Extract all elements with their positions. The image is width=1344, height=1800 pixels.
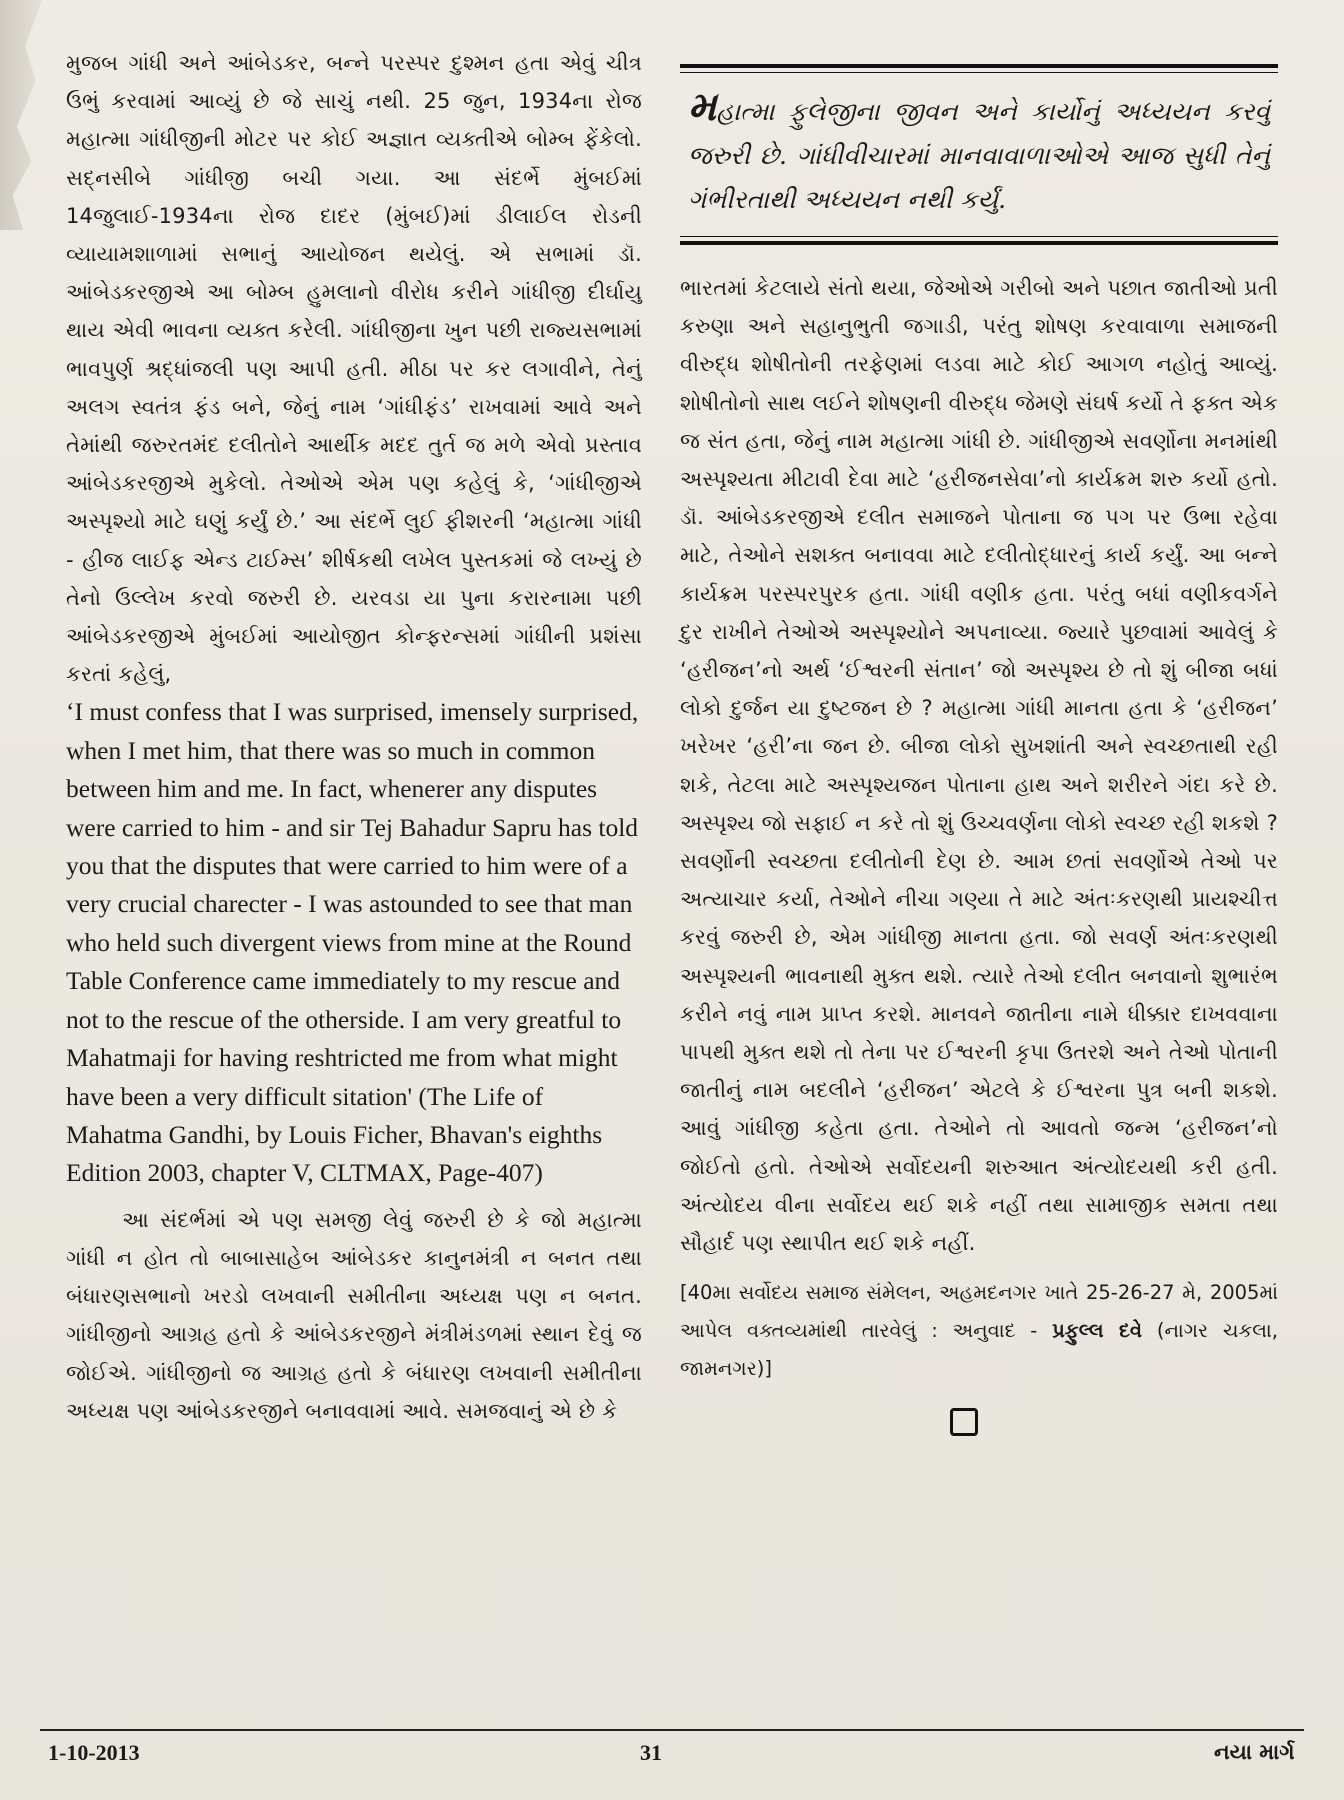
pull-quote-bottom-rule: [680, 236, 1278, 245]
right-column: [680, 44, 1278, 1436]
source-citation: [680, 1274, 1278, 1388]
end-of-article-mark: [950, 1408, 978, 1436]
citation-text: [40મા સર્વોદય સમાજ સંમેલન, અહમદનગર ખાતે 25-26-27 મે, 2005માં આપેલ વક્તવ્યમાંથી તારવેલું : અનુવાદ -: [680, 1281, 1278, 1343]
left-paragraph-1: મુજબ ગાંધી અને આંબેડકર, બન્ને પરસ્પર દુશ્મન હતા એવું ચીત્ર ઉભું કરવામાં આવ્યું છે જે સાચું નથી. 25 જુન, 1934ના રોજ મહાત્મા ગાંધીજીની મોટર પર કોઈ અજ્ઞાત વ્યક્તીએ બોમ્બ ફેંકેલો. સદ્નસીબે ગાંધીજી બચી ગયા. આ સંદર્ભે મુંબઈમાં 14જુલાઈ-1934ના રોજ દાદર (મુંબઈ)માં ડીલાઈલ રોડની વ્યાયામશાળામાં સભાનું આયોજન થયેલું. એ સભામાં ડૉ. આંબેડકરજીએ આ બોમ્બ હુમલાનો વીરોધ કરીને ગાંધીજી દીર્ઘાયુ થાય એવી ભાવના વ્યક્ત કરેલી. ગાંધીજીના ખુન પછી રાજ્યસભામાં ભાવપુર્ણ શ્રદ્ધાંજલી પણ આપી હતી. મીઠા પર કર લગાવીને, તેનું અલગ સ્વતંત્ર ફંડ બને, જેનું નામ ‘ગાંધીફંડ’ રાખવામાં આવે અને તેમાંથી જરુરતમંદ દલીતોને આર્થીક મદદ તુર્ત જ મળે એવો પ્રસ્તાવ આંબેડકરજીએ મુકેલો. તેઓએ એમ પણ કહેલું કે, ‘ગાંધીજીએ અસ્પૃશ્યો માટે ઘણું કર્યું છે.’ આ સંદર્ભે લુઈ ફીશરની ‘મહાત્મા ગાંધી - હીજ લાઈફ એન્ડ ટાઈમ્સ’ શીર્ષકથી લખેલ પુસ્તકમાં જે લખ્યું છે તેનો ઉલ્લેખ કરવો જરુરી છે. યરવડા યા પુના કરારનામા પછી આંબેડકરજીએ મુંબઈમાં આયોજીત કોન્ફરન્સમાં ગાંધીની પ્રશંસા કરતાં કહેલું,: [66, 51, 642, 687]
pull-quote-box: [680, 64, 1278, 245]
left-column: [66, 44, 642, 1430]
right-paragraph-1: ભારતમાં કેટલાયે સંતો થયા, જેઓએ ગરીબો અને પછાત જાતીઓ પ્રતી કરુણા અને સહાનુભુતી જગાડી, પરંતુ શોષણ કરવાવાળા સમાજની વીરુદ્ધ શોષીતોની તરફેણમાં લડવા માટે કોઈ આગળ નહોતું આવ્યું. શોષીતોનો સાથ લઈને શોષણની વીરુદ્ધ જેમણે સંઘર્ષ કર્યો તે ફક્ત એક જ સંત હતા, જેનું નામ મહાત્મા ગાંધી છે. ગાંધીજીએ સવર્ણોના મનમાંથી અસ્પૃશ્યતા મીટાવી દેવા માટે ‘હરીજનસેવા’નો કાર્યક્રમ શરુ કર્યો હતો. ડૉ. આંબેડકરજીએ દલીત સમાજને પોતાના જ પગ પર ઉભા રહેવા માટે, તેઓને સશક્ત બનાવવા માટે દલીતોદ્ધારનું કાર્ય કર્યું. આ બન્ને કાર્યક્રમ પરસ્પરપુરક હતા. ગાંધી વણીક હતા. પરંતુ બધાં વણીકવર્ગને દુર રાખીને તેઓએ અસ્પૃશ્યોને અપનાવ્યા. જ્યારે પુછવામાં આવેલું કે ‘હરીજન’નો અર્થ ‘ઈશ્વરની સંતાન’ જો અસ્પૃશ્ય છે તો શું બીજા બધાં લોકો દુર્જન યા દુષ્ટજન છે ? મહાત્મા ગાંધી માનતા હતા કે ‘હરીજન’ ખરેખર ‘હરી’ના જન છે. બીજા લોકો સુખશાંતી અને સ્વચ્છતાથી રહી શકે, તેટલા માટે અસ્પૃશ્યજન પોતાના હાથ અને શરીરને ગંદા કરે છે. અસ્પૃશ્ય જો સફાઈ ન કરે તો શું ઉચ્ચવર્ણના લોકો સ્વચ્છ રહી શકશે ? સવર્ણોની સ્વચ્છતા દલીતોની દેણ છે. આમ છતાં સવર્ણોએ તેઓ પર અત્યાચાર કર્યા, તેઓને નીચા ગણ્યા તે માટે અંતઃકરણથી પ્રાયશ્ચીત્ત કરવું જરુરી છે, એમ ગાંધીજી માનતા હતા. જો સવર્ણ અંતઃકરણથી અસ્પૃશ્યની ભાવનાથી મુક્ત થશે. ત્યારે તેઓ દલીત બનવાનો શુભારંભ કરીને નવું નામ પ્રાપ્ત કરશે. માનવને જાતીના નામે ધીક્કાર દાખવવાના પાપથી મુક્ત થશે તો તેના પર ઈશ્વરની કૃપા ઉતરશે અને તેઓ પોતાની જાતીનું નામ બદલીને ‘હરીજન’ એટલે કે ઈશ્વરના પુત્ર બની શકશે. આવું ગાંધીજી કહેતા હતા. તેઓને તો આવતો જન્મ ‘હરીજન’નો જોઈતો હતો. તેઓએ સર્વોદયની શરુઆત અંત્યોદયથી કરી હતી. અંત્યોદય વીના સર્વોદય થઈ શકે નહીં તથા સામાજીક સમતા તથા સૌહાર્દ પણ સ્થાપીત થઈ શકે નહીં.: [680, 276, 1278, 1256]
pull-quote-dropcap: મ: [688, 83, 717, 130]
pull-quote-top-rule: [680, 64, 1278, 73]
left-paragraph-2: આ સંદર્ભમાં એ પણ સમજી લેવું જરુરી છે કે જો મહાત્મા ગાંધી ન હોત તો બાબાસાહેબ આંબેડકર કાનુનમંત્રી ન બનત તથા બંધારણસભાનો ખરડો લખવાની સમીતીના અધ્યક્ષ પણ ન બનત. ગાંધીજીનો આગ્રહ હતો કે આંબેડકરજીને મંત્રીમંડળમાં સ્થાન દેવું જ જોઈએ. ગાંધીજીનો જ આગ્રહ હતો કે બંધારણ લખવાની સમીતીના અધ્યક્ષ પણ આંબેડકરજીને બનાવવામાં આવે. સમજવાનું એ છે કે: [66, 1207, 642, 1423]
pull-quote-text: [680, 85, 1278, 222]
citation-place: (નાગર ચકલા, જામનગર)]: [680, 1319, 1278, 1381]
ambedkar-quote: ‘I must confess that I was surprised, imensely surprised, when I met him, that there was so much in common between him and me. In fact, whenerer any disputes were carried to him - and sir Tej Bahadur Sapru has told you that the disputes that were carried to him were of a very crucial charecter - I was astounded to see that man who held such divergent views from mine at the Round Table Conference came immediately to my rescue and not to the rescue of the otherside. I am very greatful to Mahatmaji for having reshtricted me from what might have been a very difficult sitation' (The Life of Mahatma Gandhi, by Louis Ficher, Bhavan's eighths Edition 2003, chapter V, CLTMAX, Page-407): [66, 697, 639, 1188]
pull-quote-body: હાત્મા ફુલેજીના જીવન અને કાર્યોનું અધ્યયન કરવું જરુરી છે. ગાંધીવીચારમાં માનવાવાળાઓએ આજ સુધી તેનું ગંભીરતાથી અધ્યયન નથી કર્યું.: [688, 97, 1270, 214]
footer-page-number: 31: [640, 1740, 662, 1765]
footer-date: 1-10-2013: [48, 1740, 140, 1765]
citation-author: પ્રફુલ્લ દવે: [1052, 1319, 1143, 1343]
torn-corner: [0, 0, 42, 230]
footer-rule: [40, 1729, 1304, 1731]
footer-magazine-name: નયા માર્ગ: [1214, 1740, 1295, 1764]
